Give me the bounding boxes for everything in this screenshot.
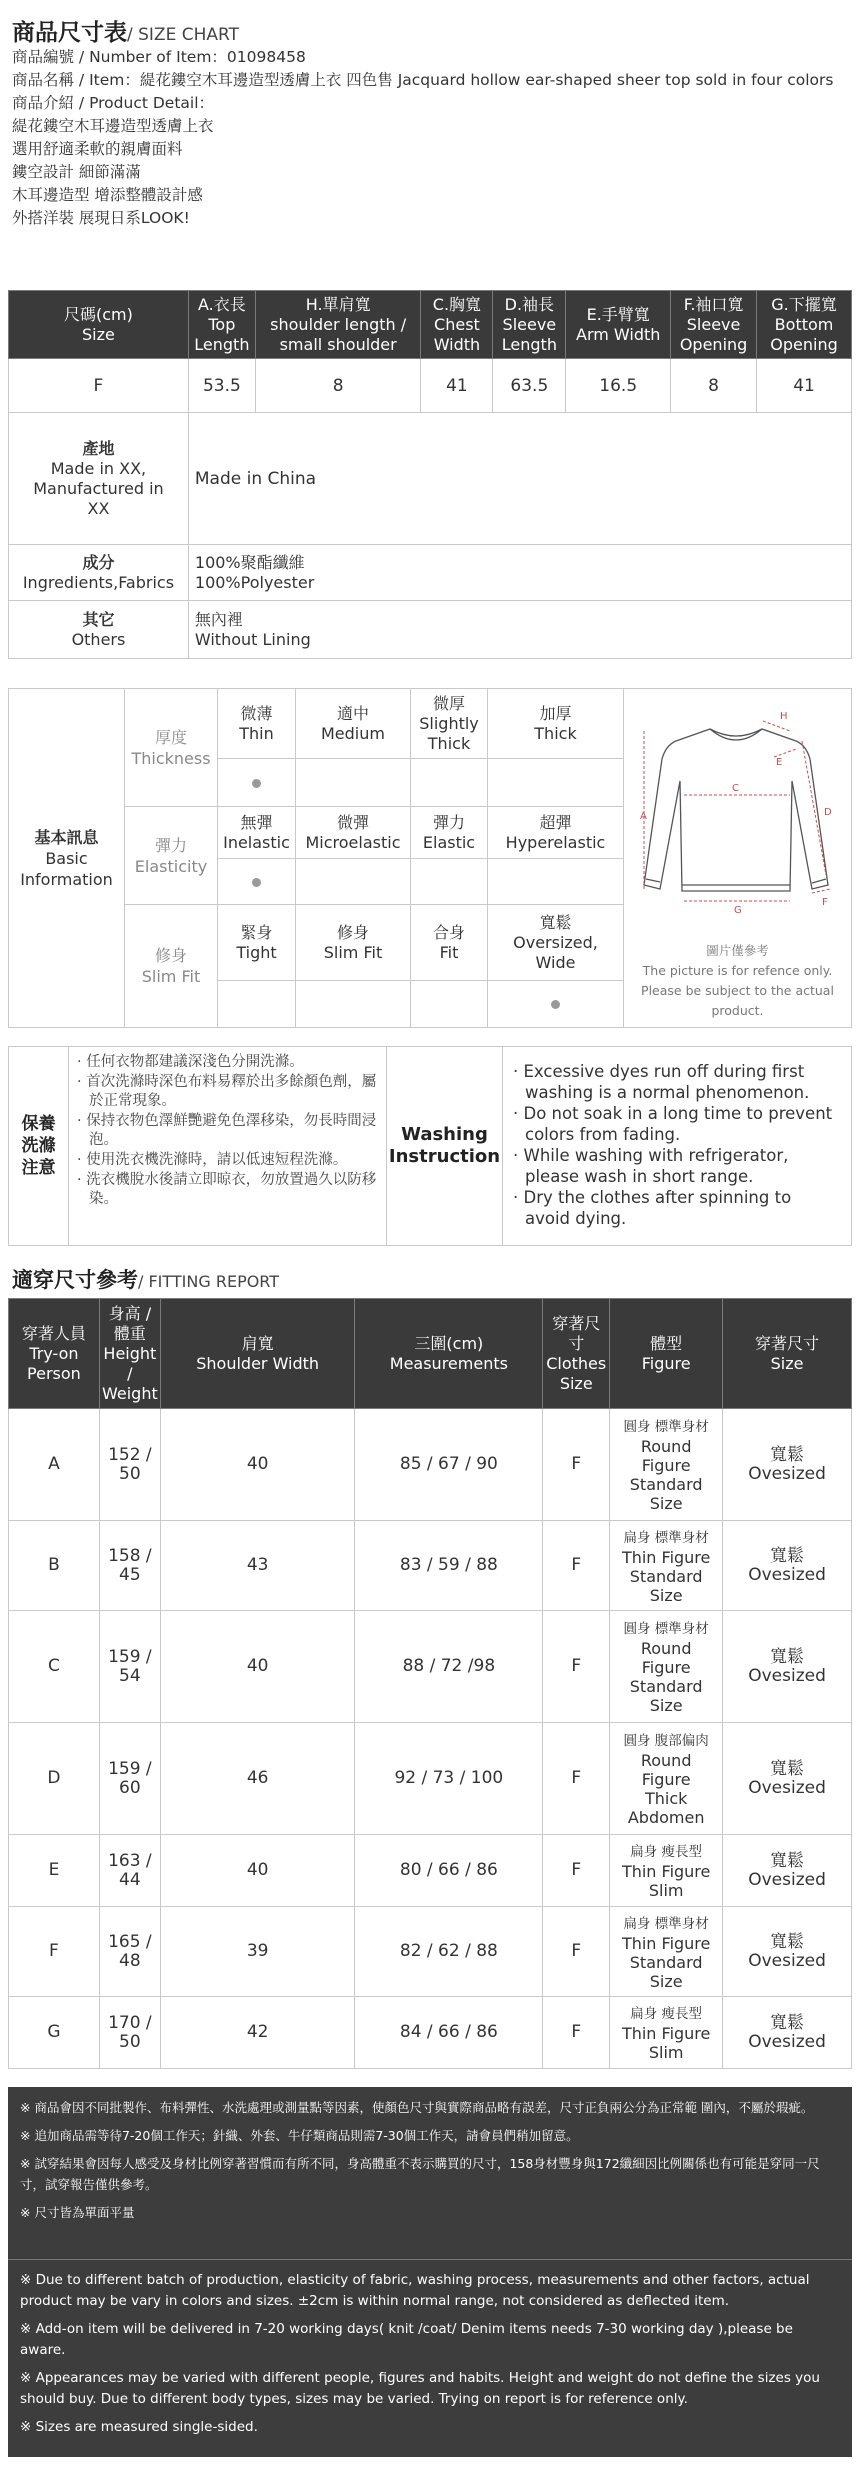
note-item: ※ Appearances may be varied with different people, figures and habits. Height and weight do not define the sizes you should buy. Due to different body types, sizes may be varied. Trying on report is for reference only. bbox=[20, 2370, 820, 2407]
measure-cell: 8 bbox=[255, 359, 421, 413]
fit-mark bbox=[411, 981, 488, 1027]
col-header-height-weight: 身高 / 體重 Height / Weight bbox=[99, 1299, 160, 1409]
sweater-measurement-icon bbox=[624, 689, 852, 939]
size-cell: F bbox=[9, 359, 189, 413]
elasticity-mark bbox=[296, 859, 411, 905]
fit-group bbox=[125, 905, 623, 1027]
measure-cell: 63.5 bbox=[493, 359, 566, 413]
others-row bbox=[9, 601, 852, 659]
note-item: ※ Add-on item will be delivered in 7-20 working days( knit /coat/ Denim items needs 7-30 working day ),please be aware. bbox=[20, 2321, 793, 2358]
elasticity-label: 彈力 Elasticity bbox=[125, 807, 218, 904]
thickness-mark bbox=[488, 759, 623, 807]
fit-mark bbox=[488, 981, 623, 1027]
ingredients-row bbox=[9, 545, 852, 601]
col-header-top-length: A.衣長 Top Length bbox=[188, 291, 255, 359]
washing-label-zh: 保養 洗滌 注意 bbox=[9, 1047, 69, 1245]
product-intro bbox=[12, 46, 842, 230]
person-cell: B bbox=[9, 1521, 100, 1611]
diagram-caption bbox=[624, 941, 851, 1021]
person-cell: A bbox=[9, 1409, 100, 1521]
measurements-cell: 88 / 72 /98 bbox=[355, 1611, 543, 1723]
clothes-size-cell: F bbox=[543, 1611, 610, 1723]
height-weight-cell: 158 / 45 bbox=[99, 1521, 160, 1611]
washing-zh-list bbox=[69, 1047, 387, 1245]
thickness-mark bbox=[218, 759, 296, 807]
col-header-shoulder-width: 肩寬 Shoulder Width bbox=[160, 1299, 355, 1409]
height-weight-cell: 163 / 44 bbox=[99, 1835, 160, 1907]
figure-cell: 圓身 標準身材 Round Figure Standard Size bbox=[610, 1611, 723, 1723]
svg-text:D: D bbox=[824, 807, 832, 818]
table-row bbox=[9, 359, 852, 413]
fit-size-cell: 寬鬆 Ovesized bbox=[723, 1723, 852, 1835]
col-header-measurements: 三圍(cm) Measurements bbox=[355, 1299, 543, 1409]
product-detail-line: 鏤空設計 細節滿滿 bbox=[12, 163, 141, 181]
list-item: · 任何衣物都建議深淺色分開洗滌。 bbox=[77, 1054, 304, 1070]
caption-line: 圖片僅參考 bbox=[706, 943, 769, 958]
clothes-size-cell: F bbox=[543, 1997, 610, 2069]
selected-dot bbox=[252, 779, 261, 788]
shoulder-cell: 40 bbox=[160, 1409, 355, 1521]
svg-text:A: A bbox=[640, 811, 647, 822]
table-row bbox=[9, 1907, 852, 1997]
note-item: ※ Sizes are measured single-sided. bbox=[20, 2419, 258, 2435]
elasticity-group bbox=[125, 807, 623, 905]
clothes-size-cell: F bbox=[543, 1521, 610, 1611]
others-label: 其它 Others bbox=[9, 601, 189, 659]
thickness-option: 加厚 Thick bbox=[488, 689, 623, 759]
notes-zh bbox=[20, 2097, 840, 2223]
list-item: · 使用洗衣機洗滌時，請以低速短程洗滌。 bbox=[77, 1151, 348, 1168]
caption-line: Please be subject to the actual bbox=[641, 983, 834, 998]
shoulder-cell: 43 bbox=[160, 1521, 355, 1611]
shoulder-cell: 39 bbox=[160, 1907, 355, 1997]
col-header-chest: C.胸寬 Chest Width bbox=[421, 291, 493, 359]
clothes-size-cell: F bbox=[543, 1907, 610, 1997]
table-row bbox=[9, 1521, 852, 1611]
item-number: 商品編號 / Number of Item：01098458 bbox=[12, 48, 306, 66]
fit-size-cell: 寬鬆 Ovesized bbox=[723, 1907, 852, 1997]
measurements-cell: 84 / 66 / 86 bbox=[355, 1997, 543, 2069]
clothes-size-cell: F bbox=[543, 1835, 610, 1907]
col-header-clothes-size: 穿著尺 寸 Clothes Size bbox=[543, 1299, 610, 1409]
note-item: ※ 試穿結果會因每人感受及身材比例穿著習慣而有所不同，身高體重不表示購買的尺寸，158身材豐身與172纖細因比例關係也有可能是穿同一尺寸，試穿報告僅供參考。 bbox=[20, 2156, 820, 2192]
figure-cell: 圓身 標準身材 Round Figure Standard Size bbox=[610, 1409, 723, 1521]
measure-cell: 8 bbox=[671, 359, 757, 413]
height-weight-cell: 170 / 50 bbox=[99, 1997, 160, 2069]
thickness-mark bbox=[296, 759, 411, 807]
fit-size-cell: 寬鬆 Ovesized bbox=[723, 1997, 852, 2069]
elasticity-option: 彈力 Elastic bbox=[411, 807, 488, 859]
svg-text:F: F bbox=[822, 897, 828, 908]
elasticity-mark bbox=[488, 859, 623, 905]
size-table-header bbox=[9, 291, 852, 359]
col-header-sleeve-length: D.袖長 Sleeve Length bbox=[493, 291, 566, 359]
ingredients-label: 成分 Ingredients,Fabrics bbox=[9, 545, 189, 601]
elasticity-option: 無彈 Inelastic bbox=[218, 807, 296, 859]
list-item: · Dry the clothes after spinning to avoid dying. bbox=[513, 1188, 792, 1228]
measurements-cell: 80 / 66 / 86 bbox=[355, 1835, 543, 1907]
clothes-size-cell: F bbox=[543, 1723, 610, 1835]
measure-cell: 16.5 bbox=[566, 359, 671, 413]
figure-cell: 扁身 標準身材 Thin Figure Standard Size bbox=[610, 1907, 723, 1997]
elasticity-mark bbox=[411, 859, 488, 905]
fitting-title: 適穿尺寸參考/ FITTING REPORT bbox=[12, 1268, 280, 1292]
thickness-group bbox=[125, 689, 623, 807]
note-item: ※ 追加商品需等待7-20個工作天；針織、外套、牛仔類商品則需7-30個工作天，請會員們稍加留意。 bbox=[20, 2128, 579, 2143]
washing-label-en: Washing Instruction bbox=[387, 1047, 503, 1245]
measure-cell: 41 bbox=[421, 359, 493, 413]
thickness-mark bbox=[411, 759, 488, 807]
table-row bbox=[9, 1409, 852, 1521]
thickness-option: 微厚 Slightly Thick bbox=[411, 689, 488, 759]
product-detail-line: 選用舒適柔軟的親膚面料 bbox=[12, 140, 183, 158]
person-cell: D bbox=[9, 1723, 100, 1835]
fit-size-cell: 寬鬆 Ovesized bbox=[723, 1835, 852, 1907]
measurements-cell: 92 / 73 / 100 bbox=[355, 1723, 543, 1835]
fit-option: 寬鬆 Oversized, Wide bbox=[488, 905, 623, 981]
col-header-arm-width: E.手臂寬 Arm Width bbox=[566, 291, 671, 359]
fit-option: 修身 Slim Fit bbox=[296, 905, 411, 981]
table-row bbox=[9, 1835, 852, 1907]
basic-info-section bbox=[8, 688, 852, 1028]
page-title: 商品尺寸表/ SIZE CHART bbox=[12, 20, 239, 46]
fit-option: 合身 Fit bbox=[411, 905, 488, 981]
shoulder-cell: 40 bbox=[160, 1835, 355, 1907]
thickness-label: 厚度 Thickness bbox=[125, 689, 218, 806]
table-row bbox=[9, 1997, 852, 2069]
height-weight-cell: 159 / 54 bbox=[99, 1611, 160, 1723]
person-cell: C bbox=[9, 1611, 100, 1723]
svg-text:H: H bbox=[780, 711, 788, 722]
svg-text:E: E bbox=[776, 757, 783, 768]
product-detail-label: 商品介紹 / Product Detail： bbox=[12, 94, 215, 112]
notes-en bbox=[20, 2270, 840, 2438]
product-detail-line: 木耳邊造型 增添整體設計感 bbox=[12, 186, 203, 204]
size-table bbox=[8, 290, 852, 659]
height-weight-cell: 165 / 48 bbox=[99, 1907, 160, 1997]
measure-cell: 41 bbox=[757, 359, 852, 413]
svg-text:C: C bbox=[732, 783, 739, 794]
elasticity-mark bbox=[218, 859, 296, 905]
origin-row bbox=[9, 413, 852, 545]
measure-cell: 53.5 bbox=[188, 359, 255, 413]
ingredients-value: 100%聚酯纖維 100%Polyester bbox=[188, 545, 851, 601]
list-item: · While washing with refrigerator, please wash in short range. bbox=[513, 1146, 789, 1186]
person-cell: E bbox=[9, 1835, 100, 1907]
list-item: · 洗衣機脫水後請立即晾衣，勿放置過久以防移染。 bbox=[77, 1171, 377, 1208]
figure-cell: 扁身 瘦長型 Thin Figure Slim bbox=[610, 1997, 723, 2069]
shoulder-cell: 40 bbox=[160, 1611, 355, 1723]
height-weight-cell: 159 / 60 bbox=[99, 1723, 160, 1835]
basic-info-label: 基本訊息 Basic Information bbox=[9, 689, 125, 1027]
washing-section bbox=[8, 1046, 852, 1246]
fit-label: 修身 Slim Fit bbox=[125, 905, 218, 1027]
note-item: ※ 尺寸皆為單面平量 bbox=[20, 2205, 135, 2220]
col-header-shoulder: H.單肩寬 shoulder length / small shoulder bbox=[255, 291, 421, 359]
fit-option: 緊身 Tight bbox=[218, 905, 296, 981]
caption-line: product. bbox=[711, 1003, 764, 1018]
col-header-person: 穿著人員 Try-on Person bbox=[9, 1299, 100, 1409]
list-item: · Do not soak in a long time to prevent colors from fading. bbox=[513, 1104, 833, 1144]
elasticity-option: 微彈 Microelastic bbox=[296, 807, 411, 859]
col-header-figure: 體型 Figure bbox=[610, 1299, 723, 1409]
col-header-bottom-opening: G.下擺寬 Bottom Opening bbox=[757, 291, 852, 359]
origin-value: Made in China bbox=[188, 413, 851, 545]
note-item: ※ 商品會因不同批製作、布料彈性、水洗處理或測量點等因素，使顏色尺寸與實際商品略有誤差，尺寸正負兩公分為正常範 圍內，不屬於瑕疵。 bbox=[20, 2100, 814, 2115]
fit-mark bbox=[296, 981, 411, 1027]
notes-panel bbox=[8, 2087, 852, 2457]
item-name: 商品名稱 / Item：緹花鏤空木耳邊造型透膚上衣 四色售 Jacquard hollow ear-shaped sheer top sold in four colors bbox=[12, 71, 834, 89]
fitting-table bbox=[8, 1298, 852, 2069]
fit-size-cell: 寬鬆 Ovesized bbox=[723, 1521, 852, 1611]
height-weight-cell: 152 / 50 bbox=[99, 1409, 160, 1521]
measurements-cell: 82 / 62 / 88 bbox=[355, 1907, 543, 1997]
col-header-size: 尺碼(cm) Size bbox=[9, 291, 189, 359]
measurements-cell: 83 / 59 / 88 bbox=[355, 1521, 543, 1611]
caption-line: The picture is for refence only. bbox=[642, 963, 833, 978]
notes-divider bbox=[8, 2259, 852, 2260]
figure-cell: 扁身 標準身材 Thin Figure Standard Size bbox=[610, 1521, 723, 1611]
fit-size-cell: 寬鬆 Ovesized bbox=[723, 1611, 852, 1723]
figure-cell: 圓身 腹部偏肉 Round Figure Thick Abdomen bbox=[610, 1723, 723, 1835]
washing-en-list bbox=[503, 1047, 851, 1245]
others-value: 無內裡 Without Lining bbox=[188, 601, 851, 659]
list-item: · 保持衣物色澤鮮艷避免色澤移染，勿長時間浸泡。 bbox=[77, 1112, 377, 1149]
thickness-option: 適中 Medium bbox=[296, 689, 411, 759]
person-cell: G bbox=[9, 1997, 100, 2069]
product-detail-line: 緹花鏤空木耳邊造型透膚上衣 bbox=[12, 117, 214, 135]
list-item: · Excessive dyes run off during first washing is a normal phenomenon. bbox=[513, 1062, 810, 1102]
fitting-table-header bbox=[9, 1299, 852, 1409]
col-header-fit-size: 穿著尺寸 Size bbox=[723, 1299, 852, 1409]
product-detail-line: 外搭洋裝 展現日系LOOK! bbox=[12, 209, 190, 227]
shoulder-cell: 42 bbox=[160, 1997, 355, 2069]
garment-diagram bbox=[623, 689, 851, 1027]
svg-text:G: G bbox=[734, 905, 742, 916]
table-row bbox=[9, 1723, 852, 1835]
elasticity-option: 超彈 Hyperelastic bbox=[488, 807, 623, 859]
figure-cell: 扁身 瘦長型 Thin Figure Slim bbox=[610, 1835, 723, 1907]
fit-mark bbox=[218, 981, 296, 1027]
fit-size-cell: 寬鬆 Ovesized bbox=[723, 1409, 852, 1521]
selected-dot bbox=[252, 878, 261, 887]
table-row bbox=[9, 1611, 852, 1723]
measurements-cell: 85 / 67 / 90 bbox=[355, 1409, 543, 1521]
clothes-size-cell: F bbox=[543, 1409, 610, 1521]
origin-label: 產地 Made in XX, Manufactured in XX bbox=[9, 413, 189, 545]
person-cell: F bbox=[9, 1907, 100, 1997]
note-item: ※ Due to different batch of production, elasticity of fabric, washing process, measurements and other factors, actual product may be vary in colors and sizes. ±2cm is within normal range, not considered as deflected item. bbox=[20, 2272, 810, 2309]
col-header-sleeve-opening: F.袖口寬 Sleeve Opening bbox=[671, 291, 757, 359]
selected-dot bbox=[551, 1000, 560, 1009]
shoulder-cell: 46 bbox=[160, 1723, 355, 1835]
list-item: · 首次洗滌時深色布料易釋於出多餘顏色劑，屬於正常現象。 bbox=[77, 1073, 377, 1110]
thickness-option: 微薄 Thin bbox=[218, 689, 296, 759]
